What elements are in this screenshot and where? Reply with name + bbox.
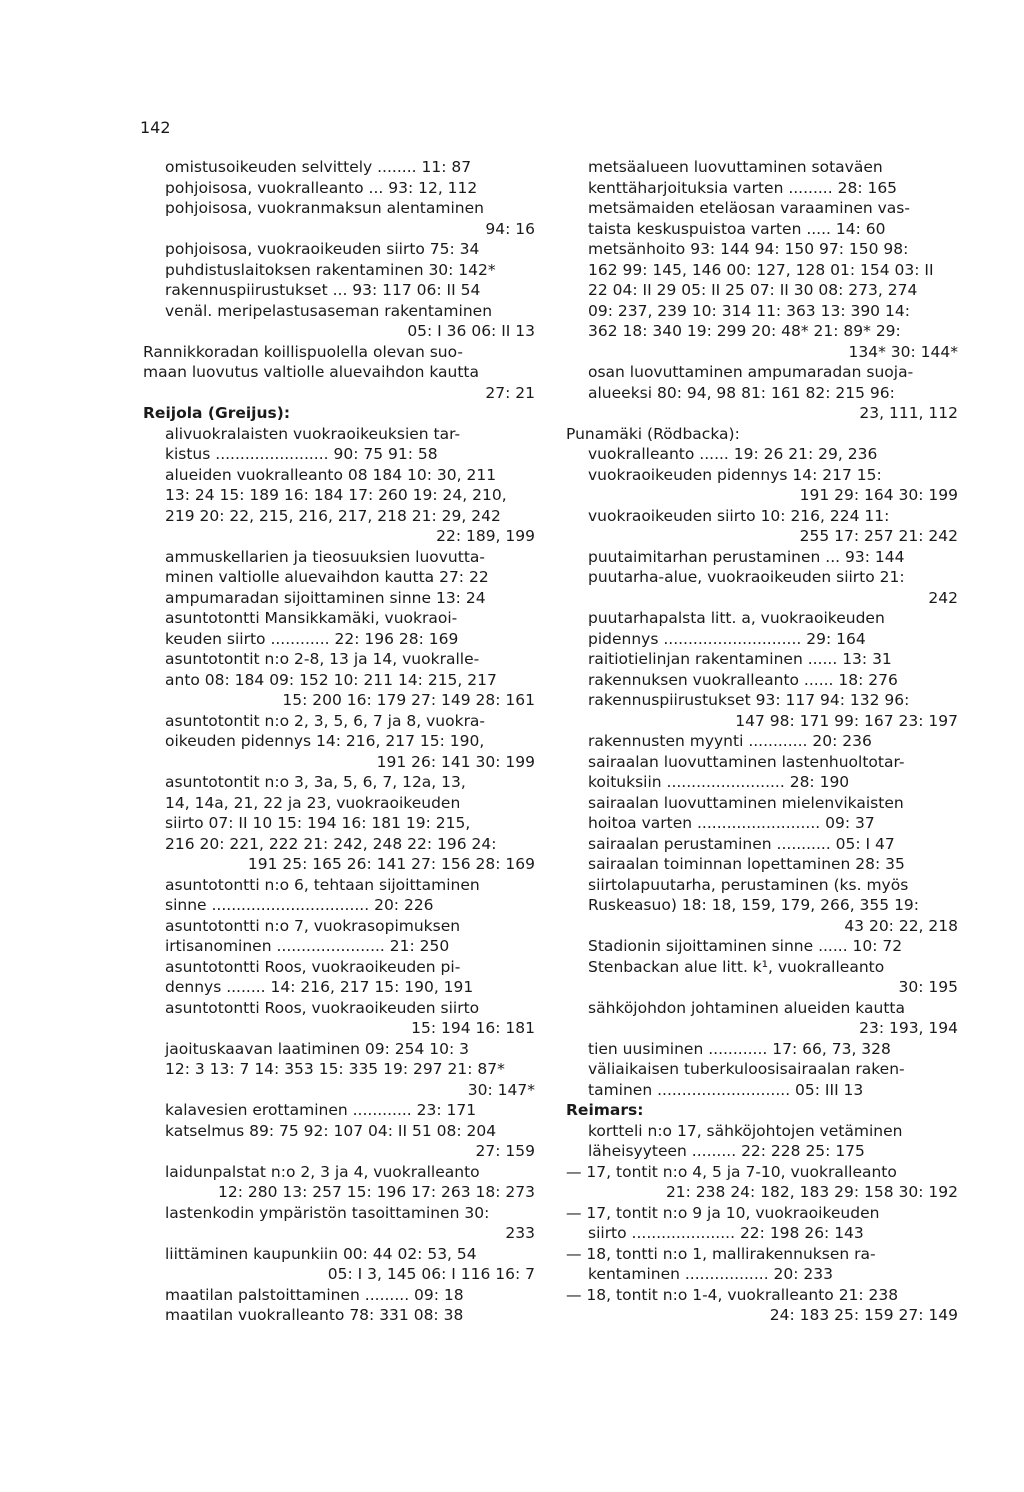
index-line: läheisyyteen ......... 22: 228 25: 175 — [588, 1142, 865, 1160]
index-line: raitiotielinjan rakentaminen ...... 13: 31 — [588, 650, 892, 668]
index-line: vuokralleanto ...... 19: 26 21: 29, 236 — [588, 445, 878, 463]
index-line: lastenkodin ympäristön tasoittaminen 30: — [165, 1203, 490, 1222]
index-line: 162 99: 145, 146 00: 127, 128 01: 154 03: II — [588, 260, 934, 279]
index-line: asuntotontit n:o 3, 3a, 5, 6, 7, 12a, 13, — [165, 773, 466, 791]
index-line: alivuokralaisten vuokraoikeuksien tar- — [165, 424, 461, 443]
index-line: pohjoisosa, vuokralleanto ... 93: 12, 112 — [165, 178, 478, 197]
index-line: — 18, tontti n:o 1, mallirakennuksen ra- — [566, 1244, 876, 1263]
index-line: venäl. meripelastusaseman rakentaminen — [165, 301, 493, 320]
index-line: rakennuspiirustukset 93: 117 94: 132 96: — [588, 691, 910, 709]
index-line: alueiden vuokralleanto 08 184 10: 30, 211 — [165, 465, 497, 484]
index-line: 22: 189, 199 — [436, 527, 535, 545]
index-heading: Reimars: — [566, 1101, 644, 1119]
index-line: siirto ..................... 22: 198 26: 143 — [588, 1224, 864, 1242]
index-line: rakennuspiirustukset ... 93: 117 06: II 54 — [165, 281, 481, 299]
index-line: puutaimitarhan perustaminen ... 93: 144 — [588, 547, 905, 566]
index-line: 191 25: 165 26: 141 27: 156 28: 169 — [247, 855, 535, 873]
index-line: maan luovutus valtiolle aluevaihdon kautta — [143, 363, 479, 381]
index-line: sairaalan luovuttaminen lastenhuoltotar- — [588, 752, 905, 771]
index-line: 23: 193, 194 — [859, 1019, 958, 1037]
index-line: Ruskeasuo) 18: 18, 159, 179, 266, 355 19: — [588, 896, 920, 914]
index-line: 27: 159 — [475, 1142, 535, 1160]
index-line: 216 20: 221, 222 21: 242, 248 22: 196 24: — [165, 834, 497, 853]
index-line: 30: 147* — [467, 1080, 535, 1099]
index-line: — 18, tontit n:o 1-4, vuokralleanto 21: 238 — [566, 1285, 899, 1304]
index-line: Rannikkoradan koillispuolella olevan suo- — [143, 342, 463, 361]
index-line: 13: 24 15: 189 16: 184 17: 260 19: 24, 210, — [165, 486, 507, 504]
index-line: 94: 16 — [485, 219, 535, 238]
index-line: osan luovuttaminen ampumaradan suoja- — [588, 363, 914, 381]
index-line: kenttäharjoituksia varten ......... 28: 165 — [588, 178, 898, 197]
index-line: vuokraoikeuden pidennys 14: 217 15: — [588, 465, 882, 484]
index-heading: Reijola (Greijus): — [143, 404, 291, 422]
index-line: laidunpalstat n:o 2, 3 ja 4, vuokralleanto — [165, 1162, 480, 1181]
index-line: asuntotontit n:o 2, 3, 5, 6, 7 ja 8, vuokra- — [165, 711, 486, 730]
index-line: asuntotontti Roos, vuokraoikeuden siirto — [165, 998, 480, 1017]
index-line: taminen ........................... 05: III 13 — [588, 1080, 864, 1099]
index-line: 43 20: 22, 218 — [844, 916, 958, 935]
index-line: omistusoikeuden selvittely ........ 11: 87 — [165, 158, 472, 176]
index-line: 362 18: 340 19: 299 20: 48* 21: 89* 29: — [588, 322, 901, 340]
index-line: asuntotontti Roos, vuokraoikeuden pi- — [165, 957, 461, 976]
index-column-right — [566, 157, 958, 1326]
index-line: 12: 280 13: 257 15: 196 17: 263 18: 273 — [218, 1183, 535, 1201]
page-number: 142 — [140, 118, 171, 137]
index-line: ampumaradan sijoittaminen sinne 13: 24 — [165, 588, 486, 607]
index-line: 05: I 3, 145 06: I 116 16: 7 — [327, 1265, 535, 1283]
index-line: dennys ........ 14: 216, 217 15: 190, 191 — [165, 978, 474, 996]
index-line: jaoituskaavan laatiminen 09: 254 10: 3 — [165, 1039, 470, 1058]
index-line: sähköjohdon johtaminen alueiden kautta — [588, 998, 905, 1017]
index-line: liittäminen kaupunkiin 00: 44 02: 53, 54 — [165, 1244, 477, 1263]
index-line: 24: 183 25: 159 27: 149 — [769, 1306, 958, 1324]
index-line: 191 26: 141 30: 199 — [376, 752, 535, 771]
index-line: kalavesien erottaminen ............ 23: 171 — [165, 1101, 477, 1119]
index-line: 191 29: 164 30: 199 — [799, 486, 958, 504]
index-line: sairaalan perustaminen ........... 05: I 47 — [588, 834, 895, 853]
index-line: puutarha-alue, vuokraoikeuden siirto 21: — [588, 568, 905, 586]
index-line: puutarhapalsta litt. a, vuokraoikeuden — [588, 609, 885, 627]
index-line: 219 20: 22, 215, 216, 217, 218 21: 29, 242 — [165, 506, 501, 525]
index-line: hoitoa varten ......................... 09: 37 — [588, 814, 875, 832]
index-line: metsämaiden eteläosan varaaminen vas- — [588, 199, 910, 217]
index-line: tien uusiminen ............ 17: 66, 73, 328 — [588, 1039, 891, 1058]
index-line: siirtolapuutarha, perustaminen (ks. myös — [588, 875, 909, 894]
index-line: metsäalueen luovuttaminen sotaväen — [588, 158, 883, 176]
index-line: irtisanominen ...................... 21: 250 — [165, 937, 450, 955]
index-line: asuntotontti Mansikkamäki, vuokraoi- — [165, 609, 458, 627]
index-line: maatilan vuokralleanto 78: 331 08: 38 — [165, 1306, 464, 1324]
index-line: 22 04: II 29 05: II 25 07: II 30 08: 273, 274 — [588, 281, 918, 299]
index-line: rakennuksen vuokralleanto ...... 18: 276 — [588, 670, 898, 689]
index-line: vuokraoikeuden siirto 10: 216, 224 11: — [588, 506, 890, 525]
index-line: rakennusten myynti ............ 20: 236 — [588, 732, 872, 750]
index-line: koituksiin ........................ 28: 190 — [588, 773, 850, 791]
index-line: 09: 237, 239 10: 314 11: 363 13: 390 14: — [588, 301, 910, 320]
index-line: 27: 21 — [485, 383, 535, 402]
index-line: Stenbackan alue litt. k¹, vuokralleanto — [588, 957, 885, 976]
index-line: 242 — [928, 588, 958, 607]
index-line: 233 — [505, 1224, 535, 1242]
index-line: metsänhoito 93: 144 94: 150 97: 150 98: — [588, 240, 909, 258]
index-line: pohjoisosa, vuokraoikeuden siirto 75: 34 — [165, 240, 480, 258]
index-line: 147 98: 171 99: 167 23: 197 — [735, 711, 958, 730]
index-line: 14, 14a, 21, 22 ja 23, vuokraoikeuden — [165, 793, 461, 812]
index-line: sinne ................................ 20: 226 — [165, 896, 434, 914]
index-line: oikeuden pidennys 14: 216, 217 15: 190, — [165, 732, 485, 750]
index-line: 15: 194 16: 181 — [411, 1019, 535, 1037]
index-line: sairaalan luovuttaminen mielenvikaisten — [588, 793, 904, 812]
index-line: 21: 238 24: 182, 183 29: 158 30: 192 — [665, 1183, 958, 1201]
index-line: 05: I 36 06: II 13 — [407, 322, 535, 340]
index-line: asuntotontit n:o 2-8, 13 ja 14, vuokralle- — [165, 650, 480, 668]
index-line: 134* 30: 144* — [848, 342, 958, 361]
index-line: 15: 200 16: 179 27: 149 28: 161 — [282, 691, 535, 709]
index-line: kortteli n:o 17, sähköjohtojen vetäminen — [588, 1121, 903, 1140]
index-line: keuden siirto ............ 22: 196 28: 169 — [165, 629, 459, 648]
index-line: väliaikaisen tuberkuloosisairaalan raken- — [588, 1060, 905, 1078]
index-line: sairaalan toiminnan lopettaminen 28: 35 — [588, 855, 905, 873]
index-line: katselmus 89: 75 92: 107 04: II 51 08: 204 — [165, 1121, 497, 1140]
index-line: pohjoisosa, vuokranmaksun alentaminen — [165, 199, 484, 217]
index-line: 30: 195 — [898, 978, 958, 996]
index-line: pidennys ............................ 29: 164 — [588, 629, 866, 648]
index-line: Stadionin sijoittaminen sinne ...... 10: 72 — [588, 937, 903, 955]
index-line: minen valtiolle aluevaihdon kautta 27: 22 — [165, 568, 489, 586]
index-line: taista keskuspuistoa varten ..... 14: 60 — [588, 219, 886, 238]
index-line: siirto 07: II 10 15: 194 16: 181 19: 215, — [165, 814, 471, 832]
index-line: ammuskellarien ja tieosuuksien luovutta- — [165, 547, 485, 566]
index-line: maatilan palstoittaminen ......... 09: 18 — [165, 1285, 464, 1304]
index-line: anto 08: 184 09: 152 10: 211 14: 215, 217 — [165, 670, 497, 689]
index-line: asuntotontti n:o 7, vuokrasopimuksen — [165, 916, 461, 935]
index-column-left — [143, 157, 535, 1326]
index-line: 255 17: 257 21: 242 — [799, 527, 958, 545]
index-line: puhdistuslaitoksen rakentaminen 30: 142* — [165, 260, 496, 279]
index-line: — 17, tontit n:o 4, 5 ja 7-10, vuokralleanto — [566, 1162, 897, 1181]
index-line: 23, 111, 112 — [859, 404, 958, 422]
index-line: alueeksi 80: 94, 98 81: 161 82: 215 96: — [588, 383, 895, 402]
index-line: kistus ....................... 90: 75 91: 58 — [165, 445, 438, 463]
index-line: Punamäki (Rödbacka): — [566, 424, 740, 443]
index-line: — 17, tontit n:o 9 ja 10, vuokraoikeuden — [566, 1203, 880, 1222]
index-line: asuntotontti n:o 6, tehtaan sijoittaminen — [165, 875, 480, 894]
index-line: kentaminen ................. 20: 233 — [588, 1265, 834, 1283]
index-line: 12: 3 13: 7 14: 353 15: 335 19: 297 21: 87* — [165, 1060, 505, 1078]
